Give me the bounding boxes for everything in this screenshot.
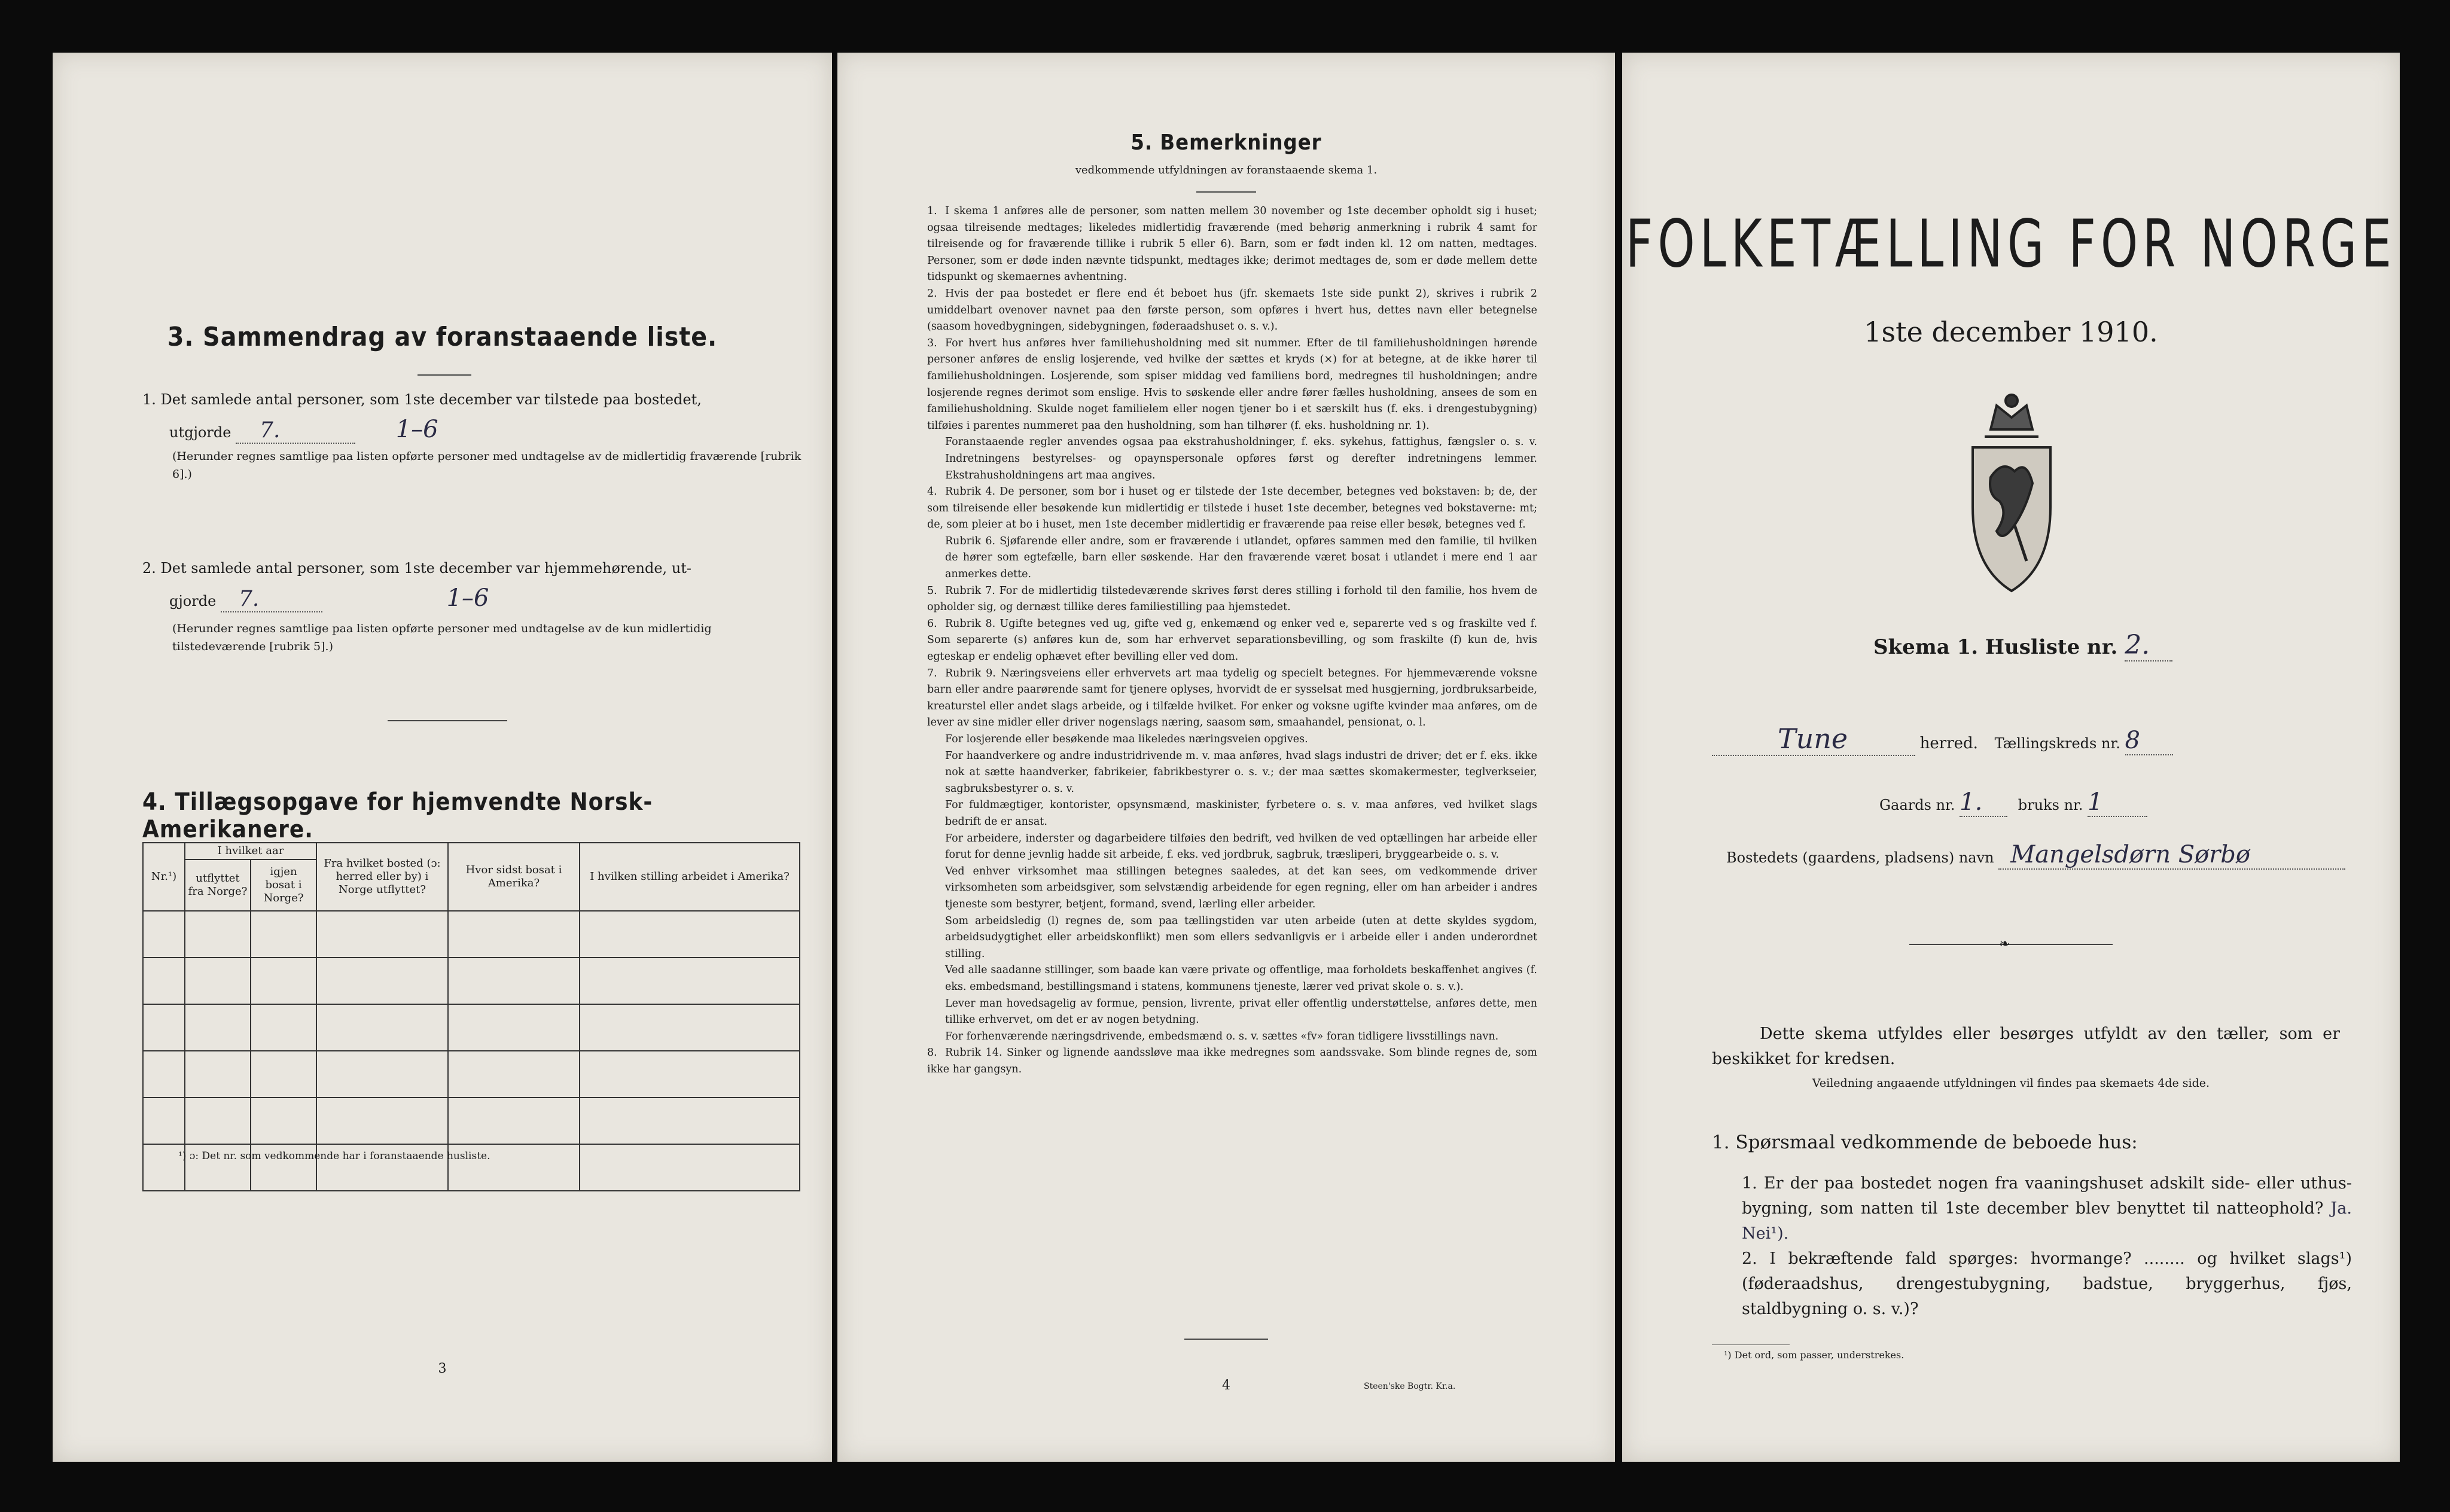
table-cell[interactable] <box>580 1098 800 1144</box>
section-3-title: 3. Sammendrag av foranstaaende liste. <box>167 322 718 352</box>
table-cell[interactable] <box>185 1051 251 1098</box>
item-2-note: (Herunder regnes samtlige paa listen opførte personer med undtagelse av de kun midlertidig tilstedeværende [rubrik 5].) <box>172 622 712 653</box>
item-2-text: 2. Det samlede antal personer, som 1ste december var hjemmehørende, ut- <box>142 560 691 577</box>
table-cell[interactable] <box>580 911 800 958</box>
remark-paragraph: For forhenværende næringsdrivende, embedsmænd o. s. v. sættes «fv» foran tidligere livsstillings navn. <box>945 1030 1499 1042</box>
census-title: FOLKETÆLLING FOR NORGE <box>1625 205 2397 282</box>
table-cell[interactable] <box>143 1098 185 1144</box>
table-row <box>143 958 800 1004</box>
table-row <box>143 1051 800 1098</box>
gaards-line <box>1879 788 2147 817</box>
item-1-value[interactable]: 7. <box>236 419 355 444</box>
table-cell[interactable] <box>251 1004 316 1051</box>
table-cell[interactable] <box>316 1051 448 1098</box>
table-cell[interactable] <box>448 1004 580 1051</box>
schema-label: Skema 1. Husliste nr. <box>1873 635 2118 659</box>
remark-paragraph: For losjerende eller besøkende maa likeledes næringsveien opgives. <box>945 733 1308 745</box>
bruks-label: bruks nr. <box>2018 797 2083 813</box>
item-2-range: 1–6 <box>446 584 489 612</box>
item-1-note: (Herunder regnes samtlige paa listen opførte personer med undtagelse av de midlertidig fraværende [rubrik 6].) <box>172 450 802 481</box>
herred-value[interactable]: Tune <box>1712 723 1915 756</box>
table-cell[interactable] <box>251 1098 316 1144</box>
table-cell[interactable] <box>580 1051 800 1098</box>
footnote: ¹) Det ord, som passer, understrekes. <box>1724 1349 1904 1361</box>
page-number: 3 <box>438 1361 447 1376</box>
item-2-utgjorde-label: gjorde <box>169 593 217 609</box>
herred-label: herred. <box>1919 734 1978 752</box>
item-1-range: 1–6 <box>395 416 438 443</box>
remark-paragraph: 4. Rubrik 4. De personer, som bor i huset og er tilstede der 1ste december, betegnes ved bokstaven: b; de, der som tilreisende eller besøkende kun midlertidig er tilstede i huset 1ste december, betegnes ved bokstaverne: mt; de, som pleier at bo i huset, men 1ste december midlertidig er fraværende paa reise eller besøk, betegnes ved f. <box>927 486 1537 531</box>
page-left <box>53 53 832 1462</box>
remark-paragraph: 8. Rubrik 14. Sinker og lignende aandssløve maa ikke medregnes som aandssvake. Som blinde regnes de, som ikke har gangsyn. <box>927 1047 1537 1075</box>
table-cell[interactable] <box>316 911 448 958</box>
printer-imprint: Steen'ske Bogtr. Kr.a. <box>1364 1382 1456 1391</box>
col-fra-hvilket: Fra hvilket bosted (ɔ: herred eller by) i Norge utflyttet? <box>316 843 448 911</box>
table-row <box>143 911 800 958</box>
col-group-aar: I hvilket aar <box>185 843 316 859</box>
item-1-utgjorde-line <box>169 417 438 444</box>
intro-text: Dette skema utfyldes eller besørges utfyldt av den tæller, som er beskikket for kredsen. <box>1712 1025 2340 1068</box>
bruks-value[interactable]: 1 <box>2088 788 2147 817</box>
table-cell[interactable] <box>580 958 800 1004</box>
item-1-text: 1. Det samlede antal personer, som 1ste december var tilstede paa bostedet, <box>142 391 702 408</box>
table-cell[interactable] <box>316 958 448 1004</box>
questions-heading: 1. Spørsmaal vedkommende de beboede hus: <box>1712 1132 2138 1153</box>
divider <box>418 374 471 376</box>
table-cell[interactable] <box>448 911 580 958</box>
table-cell[interactable] <box>251 911 316 958</box>
table-cell[interactable] <box>143 958 185 1004</box>
remarks-body <box>927 203 1537 1078</box>
veiledning-text: Veiledning angaaende utfyldningen vil findes paa skemaets 4de side. <box>1812 1077 2210 1090</box>
remark-paragraph: For haandverkere og andre industridrivende m. v. maa anføres, hvad slags industri de driver; det er f. eks. ikke nok at sætte haandverker, fabrikeier, fabrikbestyrer o. s. v.; der maa sættes skomakermester, teglverkseier, sagbruksbestyrer o. s. v. <box>945 749 1537 795</box>
gaards-label: Gaards nr. <box>1879 797 1955 813</box>
col-utflyttet: utflyttet fra Norge? <box>185 859 251 911</box>
table-cell[interactable] <box>185 1004 251 1051</box>
gaards-value[interactable]: 1. <box>1960 788 2007 817</box>
remark-paragraph: 3. For hvert hus anføres hver familiehusholdning med sit nummer. Efter de til familiehusholdningen hørende personer anføres de enslig losjerende, ved hvilke der sættes et kryds (×) for at betegne, at de ikke hører til familiehusholdningen. Losjerende, som spiser middag ved familiens bord, medregnes til husholdningen; andre losjerende regnes derimot som enslige. Hvis to søskende eller andre fører fælles husholdning, ansees de som en familiehusholdning. Skulde noget familielem eller nogen tjener bo i et særskilt hus (f. eks. i drengestubygning) tilføies i parentes nummeret paa den husholdning, som han tilhører (f. eks. husholdning nr. 1). <box>927 337 1537 432</box>
table-cell[interactable] <box>185 958 251 1004</box>
table-cell[interactable] <box>143 1004 185 1051</box>
remark-paragraph: 7. Rubrik 9. Næringsveiens eller erhvervets art maa tydelig og specielt betegnes. For hjemmeværende voksne barn eller andre paarørende samt for tjenere oplyses, hvorvidt de er sysselsat med husgjerning, jordbruksarbeide, kreaturstel eller andet slags arbeide, og i tilfælde hvilket. For enker og voksne ugifte kvinder maa anføres, om de lever av sine midler eller driver nogenslags næring, saasom søm, smaahandel, pensionat, o. l. <box>927 667 1537 729</box>
ornament-icon: ❧ <box>1999 937 2010 952</box>
item-2-utgjorde-line <box>169 586 489 613</box>
table-cell[interactable] <box>251 1051 316 1098</box>
col-igjen-bosat: igjen bosat i Norge? <box>251 859 316 911</box>
section-4-title: 4. Tillægsopgave for hjemvendte Norsk-Amerikanere. <box>142 788 653 843</box>
col-nr: Nr.¹) <box>143 843 185 911</box>
bosted-line <box>1726 841 2345 870</box>
question-1: 1. Er der paa bostedet nogen fra vaaningshuset adskilt side- eller uthus-bygning, som natten til 1ste december blev benyttet til natteophold? Ja. Nei¹). <box>1742 1174 2352 1243</box>
divider <box>1909 944 2113 945</box>
remark-paragraph: Som arbeidsledig (l) regnes de, som paa tællingstiden var uten arbeide (uten at dette skyldes sygdom, arbeidsudygtighet eller arbeidskonflikt) men som ellers sedvanligvis er i arbeide eller i anden underordnet stilling. <box>945 914 1537 960</box>
page-right <box>1622 53 2400 1462</box>
table-footnote: ¹) ɔ: Det nr. som vedkommende har i foranstaaende husliste. <box>178 1150 490 1162</box>
remark-paragraph: 5. Rubrik 7. For de midlertidig tilstedeværende skrives først deres stilling i forhold til den familie, hos hvem de opholder sig, og dernæst tillike deres familiestilling paa hjemstedet. <box>927 584 1537 614</box>
remark-paragraph: 1. I skema 1 anføres alle de personer, som natten mellem 30 november og 1ste december opholdt sig i huset; ogsaa tilreisende medtages; likeledes midlertidig fraværende (med behørig anmerkning i rubrik 4 samt for tilreisende og for fraværende tillike i rubrik 5 eller 6). Barn, som er født inden kl. 12 om natten, medtages. Personer, som er døde inden nævnte tidspunkt, medtages ikke; derimot medtages de, som er døde mellem dette tidspunkt og skemaernes avhentning. <box>927 205 1537 284</box>
page-middle <box>837 53 1615 1462</box>
table-cell[interactable] <box>143 911 185 958</box>
table-cell[interactable] <box>316 1004 448 1051</box>
remark-paragraph: Ved alle saadanne stillinger, som baade kan være private og offentlige, maa forholdets beskaffenhet angives (f. eks. embedsmand, bestillingsmand i statens, kommunens tjeneste, lærer ved privat skole o. s. v.). <box>945 964 1537 993</box>
schema-line <box>1873 630 2172 662</box>
remark-paragraph: Foranstaaende regler anvendes ogsaa paa ekstrahusholdninger, f. eks. sykehus, fattighus, fængsler o. s. v. Indretningens bestyrelses- og opaynspersonale opføres først og derefter indretningens lemmer. Ekstrahusholdningens art maa angives. <box>945 436 1537 481</box>
census-date: 1ste december 1910. <box>1864 316 2158 348</box>
bosted-value[interactable]: Mangelsdørn Sørbø <box>1998 841 2345 870</box>
husliste-nr[interactable]: 2. <box>2125 630 2172 662</box>
divider <box>388 720 507 721</box>
remark-paragraph: Ved enhver virksomhet maa stillingen betegnes saaledes, at det kan sees, om vedkommende driver virksomheten som arbeidsgiver, som selvstændig arbeidende for egen regning, eller om han arbeider i andres tjeneste som bestyrer, betjent, formand, svend, lærling eller arbeider. <box>945 865 1537 910</box>
table-cell[interactable] <box>251 958 316 1004</box>
coat-of-arms-icon <box>1955 388 2068 603</box>
col-stilling: I hvilken stilling arbeidet i Amerika? <box>580 843 800 911</box>
table-cell[interactable] <box>143 1051 185 1098</box>
kreds-label: Tællingskreds nr. <box>1994 735 2120 752</box>
table-row <box>143 1098 800 1144</box>
remark-paragraph: For arbeidere, inderster og dagarbeidere tilføies den bedrift, ved hvilken de ved optællingen har arbeide eller forut for denne jevnlig hadde sit arbeide, f. eks. ved jordbruk, sagbruk, træsliperi, bryggearbeide o. s. v. <box>945 832 1537 861</box>
table-cell[interactable] <box>448 1051 580 1098</box>
col-hvor-sidst: Hvor sidst bosat i Amerika? <box>448 843 580 911</box>
divider <box>1184 1339 1268 1340</box>
table-cell[interactable] <box>316 1098 448 1144</box>
kreds-value[interactable]: 8 <box>2125 727 2173 755</box>
item-1-utgjorde-label: utgjorde <box>169 424 231 441</box>
page-number: 4 <box>1222 1378 1230 1393</box>
herred-line <box>1712 723 2358 756</box>
item-2-value[interactable]: 7. <box>221 587 322 612</box>
remark-paragraph: 2. Hvis der paa bostedet er flere end ét beboet hus (jfr. skemaets 1ste side punkt 2), skrives i rubrik 2 umiddelbart ovenover navnet paa den første person, som opføres i hvert hus, dettes navn eller betegnelse (saasom hovedbygningen, sidebygningen, føderaadshuset o. s. v.). <box>927 287 1537 333</box>
divider <box>1196 191 1256 193</box>
remark-paragraph: Rubrik 6. Sjøfarende eller andre, som er fraværende i utlandet, opføres sammen med den familie, til hvilken de hører som egtefælle, barn eller søskende. Har den fraværende været bosat i utlandet i mere end 1 aar anmerkes dette. <box>945 535 1537 581</box>
table-cell[interactable] <box>448 1098 580 1144</box>
table-cell[interactable] <box>580 1004 800 1051</box>
bosted-label: Bostedets (gaardens, pladsens) navn <box>1726 849 1994 866</box>
remark-paragraph: Lever man hovedsagelig av formue, pension, livrente, privat eller offentlig understøttelse, anføres dette, men tillike erhvervet, om det er av nogen betydning. <box>945 997 1537 1026</box>
question-2: 2. I bekræftende fald spørges: hvormange? ........ og hvilket slags¹) (føderaadshus, drengestubygning, badstue, bryggerhus, fjøs, staldbygning o. s. v.)? <box>1742 1249 2352 1318</box>
remarks-title: 5. Bemerkninger <box>1130 130 1322 155</box>
remark-paragraph: For fuldmægtiger, kontorister, opsynsmænd, maskinister, fyrbetere o. s. v. maa anføres, ved hvilket slags bedrift de er ansat. <box>945 799 1537 828</box>
table-cell[interactable] <box>448 958 580 1004</box>
table-cell[interactable] <box>185 1098 251 1144</box>
remarks-subtitle: vedkommende utfyldningen av foranstaaende skema 1. <box>1075 164 1378 176</box>
remark-paragraph: 6. Rubrik 8. Ugifte betegnes ved ug, gifte ved g, enkemænd og enker ved e, separerte ved s og fraskilte ved f. Som separerte (s) anføres kun de, som har erhvervet separationsbevilling, og som fraskilte (f) kun de, hvis egteskap er endelig ophævet efter bevilling eller ved dom. <box>927 617 1537 663</box>
table-row <box>143 1004 800 1051</box>
norsk-amerikanere-table <box>142 842 800 1191</box>
table-cell[interactable] <box>185 911 251 958</box>
question-1-answer[interactable]: Ja. Nei¹). <box>1742 1199 2352 1243</box>
